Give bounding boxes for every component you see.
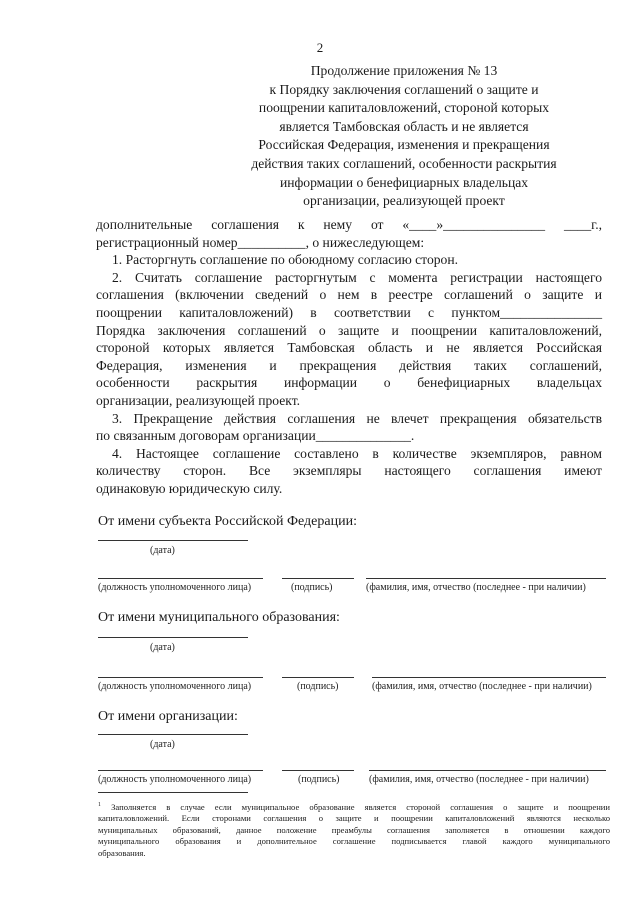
signature-block-title: От имени организации: [98,709,238,724]
position-caption: (должность уполномоченного лица) [98,681,252,692]
footnote-line: образования. [98,847,146,858]
clause-2-line: Порядка заключения соглашений о защите и поощрении капиталовложений, [96,322,602,338]
position-caption: (должность уполномоченного лица) [98,582,252,593]
clause-1: 1. Расторгнуть соглашение по обоюдному согласию сторон. [112,252,459,268]
position-line [98,770,263,771]
name-line [369,770,606,771]
name-line [366,578,606,579]
position-line [98,578,263,579]
clause-3-line: по связанным договорам организации______________. [96,428,415,444]
signature-caption: (подпись) [298,774,340,785]
header-line: Российская Федерация, изменения и прекращения [258,137,550,153]
header-line: поощрении капиталовложений, стороной которых [258,100,550,116]
date-line [98,540,248,541]
clause-2-line: Федерация, изменения и прекращения действия таких соглашений, [96,357,602,373]
footnote [98,800,610,859]
footnote-line: муниципального образования и дополнительное соглашение подписывается главой каждого муниципального [98,836,610,847]
signature-line [282,578,354,579]
header-line: информации о бенефициарных владельцах [279,174,529,190]
date-line [98,637,248,638]
footnote-line: муниципальных образований, данное положение преамбулы соглашения заполняется в отношении каждого [98,824,610,835]
name-line [372,677,606,678]
footnote-text: Заполняется в случае если муниципальное образование является стороной соглашения о защите и поощрении [111,801,610,812]
clause-2-line: особенности раскрытия информации о бенефициарных владельцах [96,375,602,391]
header-line: является Тамбовская область и не является [279,118,529,134]
footnote-marker: 1 [98,802,101,808]
clause-4-line: 4. Настоящее соглашение составлено в количестве экземпляров, равном [112,445,602,461]
date-caption: (дата) [150,739,175,750]
body-line: регистрационный номер__________, о нижеследующем: [96,234,425,250]
date-line [98,734,248,735]
clause-2-line: поощрении капиталовложений) в соответствии с пунктом_______________ [96,304,602,320]
footnote-line: капиталовложений. Если сторонами соглашения о защите и поощрении капиталовложений являются несколько [98,813,610,824]
footnote-line [98,800,610,813]
appendix-header [248,62,560,211]
signature-line [282,677,354,678]
clause-2-line: стороной которых является Тамбовская область и не является Российская [96,340,602,356]
header-line: к Порядку заключения соглашений о защите и [269,81,539,97]
header-line: организации, реализующей проект [303,193,505,209]
clause-2-line: организации, реализующей проект. [96,392,301,408]
name-caption: (фамилия, имя, отчество (последнее - при наличии) [369,774,589,785]
name-caption: (фамилия, имя, отчество (последнее - при наличии) [372,681,592,692]
position-line [98,677,263,678]
position-caption: (должность уполномоченного лица) [98,774,252,785]
signature-line [282,770,354,771]
signature-caption: (подпись) [291,582,333,593]
agreement-body [96,216,602,498]
signature-block-title: От имени субъекта Российской Федерации: [98,514,357,529]
date-caption: (дата) [150,642,175,653]
name-caption: (фамилия, имя, отчество (последнее - при наличии) [366,582,586,593]
page-number: 2 [316,40,324,55]
footnote-separator [98,792,248,793]
header-line: Продолжение приложения № 13 [310,63,498,78]
clause-4-line: количеству сторон. Все экземпляры настоящего соглашения имеют [96,463,602,479]
header-line: действия таких соглашений, особенности раскрытия [251,155,557,171]
body-line: дополнительные соглашения к нему от «____»_______________ ____г., [96,217,602,232]
signature-block-title: От имени муниципального образования: [98,610,340,625]
clause-2-line: соглашения (включении сведений о нем в реестре соглашений о защите и [96,287,602,303]
clause-3-line: 3. Прекращение действия соглашения не влечет прекращения обязательств [112,410,602,426]
clause-2-line: 2. Считать соглашение расторгнутым с момента регистрации настоящего [112,269,602,285]
date-caption: (дата) [150,545,175,556]
clause-4-line: одинаковую юридическую силу. [96,480,283,496]
signature-caption: (подпись) [297,681,339,692]
